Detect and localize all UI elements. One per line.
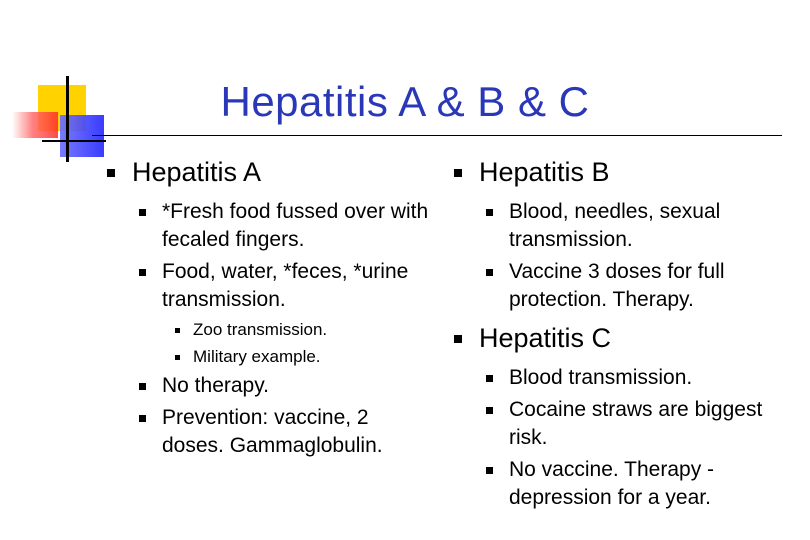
heading-text: Hepatitis A [132, 157, 262, 187]
list-item [105, 198, 435, 254]
list-item [452, 364, 792, 392]
square-bullet-icon [175, 355, 180, 360]
square-bullet-icon [454, 169, 462, 177]
square-bullet-icon [139, 383, 146, 390]
list-item-text: Blood, needles, sexual transmission. [509, 200, 721, 251]
list-item-text: Food, water, *feces, *urine transmission. [162, 260, 409, 311]
square-bullet-icon [486, 467, 493, 474]
heading-hepatitis-c [452, 322, 792, 354]
list-item [105, 372, 435, 400]
list-item-text: Blood transmission. [509, 366, 693, 389]
logo-horizontal-line [42, 140, 106, 142]
square-bullet-icon [454, 335, 462, 343]
list-item-text: No therapy. [162, 374, 269, 397]
list-item-text: Cocaine straws are biggest risk. [509, 398, 763, 449]
right-column [452, 156, 792, 516]
list-item [105, 404, 435, 460]
list-item-text: No vaccine. Therapy - depression for a year. [509, 458, 715, 509]
square-bullet-icon [486, 269, 493, 276]
square-bullet-icon [486, 209, 493, 216]
list-item-text: *Fresh food fussed over with fecaled fingers. [162, 200, 429, 251]
sub-list-item [105, 345, 435, 369]
sub-list-item-text: Military example. [193, 347, 321, 366]
heading-hepatitis-b [452, 156, 792, 188]
square-bullet-icon [139, 209, 146, 216]
sub-list-item [105, 318, 435, 342]
title-underline [92, 135, 782, 136]
square-bullet-icon [139, 269, 146, 276]
heading-text: Hepatitis C [479, 323, 612, 353]
left-column [105, 156, 435, 464]
list-item-text: Prevention: vaccine, 2 doses. Gammaglobulin. [162, 406, 383, 457]
list-item-text: Vaccine 3 doses for full protection. Therapy. [509, 260, 725, 311]
sub-list-item-text: Zoo transmission. [193, 320, 328, 339]
list-item [452, 198, 792, 254]
list-item [105, 258, 435, 314]
square-bullet-icon [107, 169, 115, 177]
list-item [452, 456, 792, 512]
square-bullet-icon [139, 415, 146, 422]
list-item [452, 396, 792, 452]
square-bullet-icon [175, 328, 180, 333]
list-item [452, 258, 792, 314]
heading-text: Hepatitis B [479, 157, 610, 187]
heading-hepatitis-a [105, 156, 435, 188]
square-bullet-icon [486, 407, 493, 414]
slide-title: Hepatitis A & B & C [220, 78, 590, 125]
square-bullet-icon [486, 375, 493, 382]
